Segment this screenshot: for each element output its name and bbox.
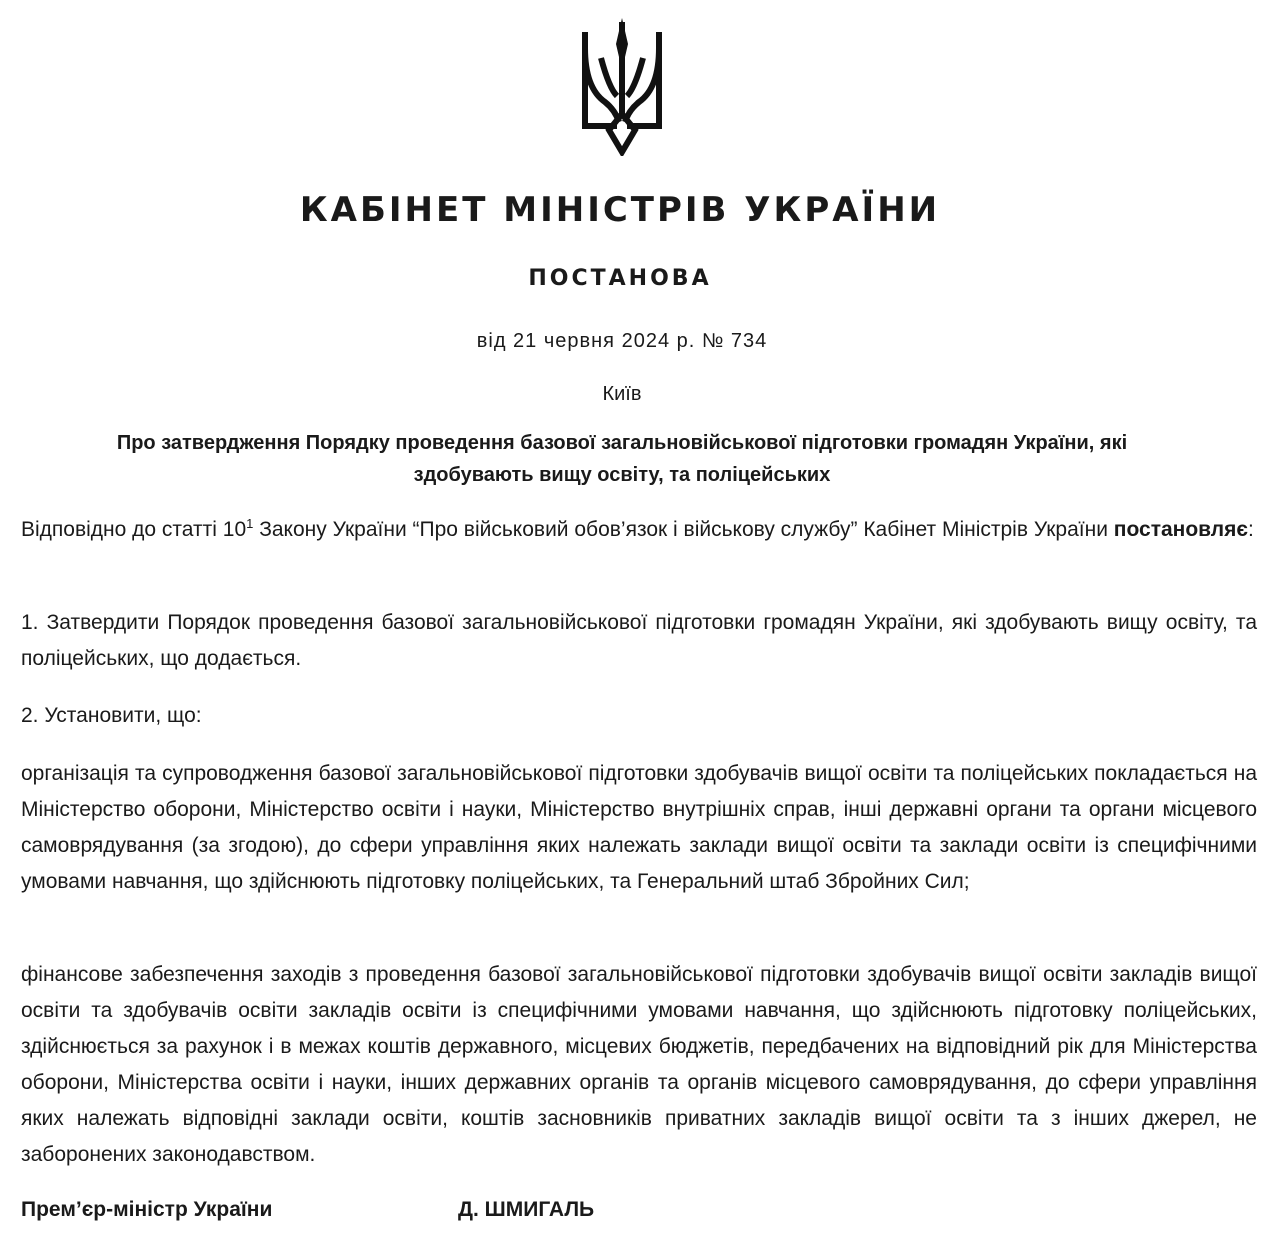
intro-tail: :	[1248, 518, 1254, 541]
subject-line-1: Про затвердження Порядку проведення базової загальновійськової підготовки громадян України, які	[116, 432, 1128, 454]
signature-block	[21, 1198, 1257, 1232]
intro-after-sup: Закону України “Про військовий обов’язок і військову службу” Кабінет Міністрів України	[253, 518, 1114, 541]
document-subject	[80, 427, 1164, 491]
paragraph-1: 1. Затвердити Порядок проведення базової загальновійськової підготовки громадян України, які здобувають вищу освіту, та поліцейських, що додається.	[21, 611, 1257, 670]
paragraph-2: 2. Установити, що:	[21, 704, 202, 727]
signatory-title: Прем’єр-міністр України	[21, 1198, 273, 1221]
intro-before-sup: Відповідно до статті 10	[21, 518, 247, 541]
intro-superscript: 1	[246, 516, 254, 531]
document-type: ПОСТАНОВА	[528, 266, 712, 291]
org-title: КАБІНЕТ МІНІСТРІВ УКРАЇНИ	[299, 190, 941, 230]
paragraph-financing: фінансове забезпечення заходів з проведення базової загальновійськової підготовки здобувачів вищої освіти закладів вищої освіти та здобувачів освіти закладів освіти із специфічними умовами навчання, що здійснюють підготовку поліцейських, здійснюється за рахунок і в межах коштів державного, місцевих бюджетів, передбачених на відповідний рік для Міністерства оборони, Міністерства освіти і науки, інших державних органів та органів місцевого самоврядування, до сфери управління яких належать відповідні заклади освіти, коштів засновників приватних закладів вищої освіти та з інших джерел, не заборонених законодавством.	[21, 963, 1257, 1166]
subject-line-2: здобувають вищу освіту, та поліцейських	[413, 464, 831, 486]
intro-bold-word: постановляє	[1113, 518, 1248, 541]
paragraph-organization: організація та супроводження базової загальновійськової підготовки здобувачів вищої освіти та поліцейських покладається на Міністерство оборони, Міністерство освіти і науки, Міністерство внутрішніх справ, інші державні органи та органи місцевого самоврядування (за згодою), до сфери управління яких належать заклади вищої освіти та заклади освіти із специфічними умовами навчання, що здійснюють підготовку поліцейських, та Генеральний штаб Збройних Сил;	[21, 762, 1257, 893]
document-city: Київ	[602, 383, 642, 405]
trident-icon	[579, 18, 665, 156]
document-date-number: від 21 червня 2024 р. № 734	[476, 330, 768, 352]
signatory-name: Д. ШМИГАЛЬ	[458, 1198, 595, 1221]
intro-paragraph	[21, 512, 1257, 548]
